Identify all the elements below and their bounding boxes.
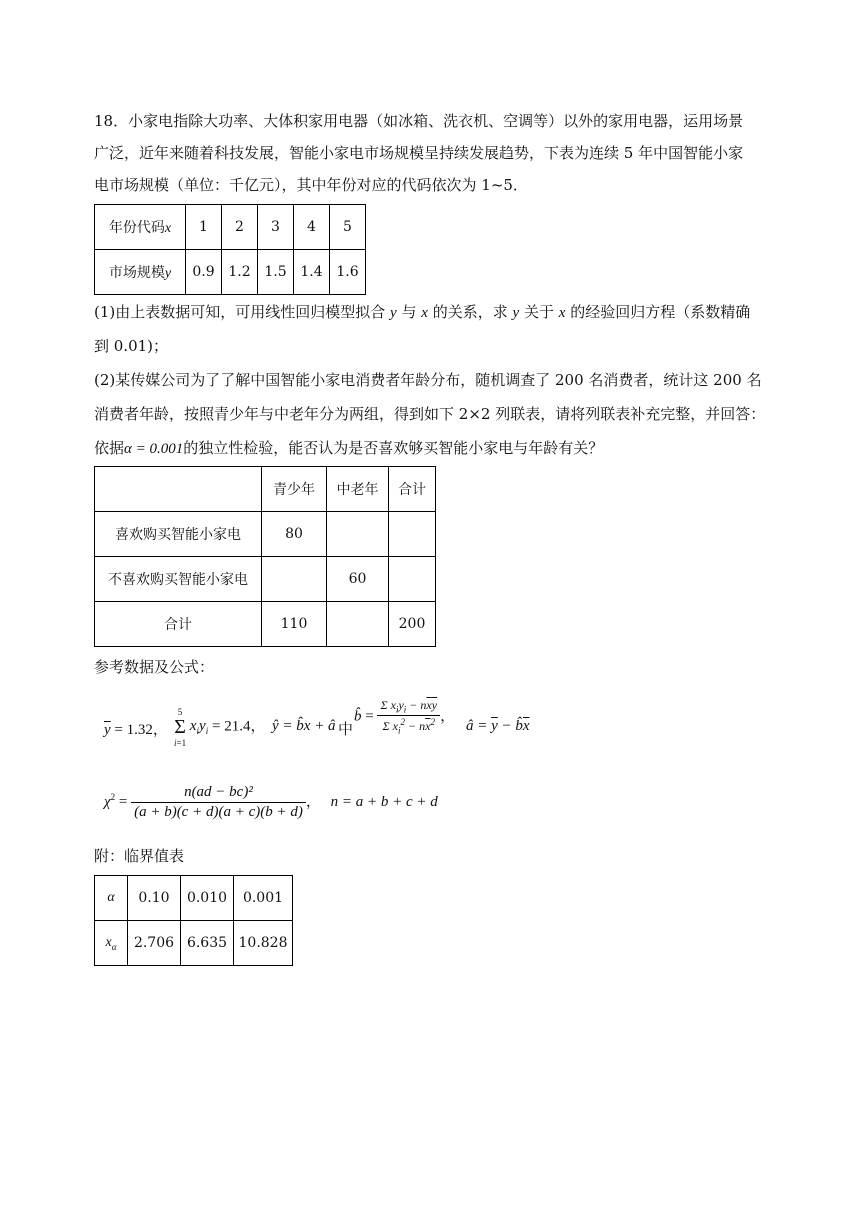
q1-text-e: 的经验回归方程（系数精确 [570, 303, 751, 321]
q1-text-b: 与 [401, 303, 417, 321]
table-cell: 0.001 [234, 876, 293, 921]
table-cell [389, 512, 436, 557]
table-header-row [95, 467, 436, 512]
table-cell: 4 [294, 205, 330, 250]
table-cell: 1.4 [294, 250, 330, 295]
var-y: y [512, 305, 520, 321]
sum-sign: 5 Σ i=1 [174, 707, 187, 748]
chi-denominator: (a + b)(c + d)(a + c)(b + d) [134, 804, 303, 820]
zhong-text: 中 [338, 722, 354, 738]
table-cell: 0.010 [181, 876, 234, 921]
table-cell: 3 [258, 205, 294, 250]
question-1-line-1 [94, 302, 766, 323]
row-header-alpha: α [95, 876, 128, 921]
table-cell: 1.6 [330, 250, 366, 295]
var-x: x [164, 221, 172, 236]
table-cell: 10.828 [234, 921, 293, 966]
q2-text-b: 的独立性检验，能否认为是否喜欢够买智能小家电与年龄有关？ [183, 439, 604, 457]
table-row [95, 512, 436, 557]
question-2-line-1: (2)某传媒公司为了了解中国智能小家电消费者年龄分布，随机调查了 200 名消费者，统计这 200 名 [94, 371, 762, 389]
n-definition: n = a + b + c + d [330, 793, 438, 810]
sum-xy-value: 21.4 [224, 718, 251, 735]
formula-b-hat: b̂ = $\frac{\Sigma x_iy_i - n\overline{x}\overline{y}}{\Sigma x_i^2 - n\overline{x}^2}$ ， [354, 698, 456, 736]
table-row [95, 557, 436, 602]
var-y: y [390, 305, 397, 321]
table-cell: 0.9 [186, 250, 222, 295]
question-2-line-2: 消费者年龄，按照青少年与中老年分为两组，得到如下 2×2 列联表，请将列联表补充完整，并回答： [94, 405, 766, 423]
formula-ybar: $\overline{y} = 1.32$， [104, 722, 168, 738]
header-cell: 青少年 [262, 467, 327, 512]
table-cell: 60 [327, 557, 389, 602]
table-cell: 2.706 [128, 921, 181, 966]
var-y: y [164, 266, 172, 281]
q2-text-a: 依据 [94, 439, 125, 457]
contingency-table [94, 466, 436, 647]
table-cell: 0.10 [128, 876, 181, 921]
row-header: 喜欢购买智能小家电 [95, 512, 262, 557]
table-row [95, 205, 366, 250]
var-x: x [558, 305, 566, 321]
header-cell: 合计 [389, 467, 436, 512]
table-cell: 110 [262, 602, 327, 647]
reference-title: 参考数据及公式： [94, 658, 215, 676]
table-cell: 2 [222, 205, 258, 250]
table-cell [327, 512, 389, 557]
table-cell [262, 557, 327, 602]
formula-regression: ŷ = b̂x + â [272, 718, 336, 734]
table-cell: 200 [389, 602, 436, 647]
q1-text-c: 的关系，求 [432, 303, 508, 321]
formula-chi-square: $\chi^2$ = $\frac{\text{n(ad − bc)²}}{(a + b)(c + d)(a + c)(b + d)}$ ， n = a + b + c + d [104, 784, 438, 820]
row-header: 合计 [95, 602, 262, 647]
table-row [95, 250, 366, 295]
table-row [95, 602, 436, 647]
critical-value-table [94, 875, 293, 966]
table-row [95, 921, 293, 966]
formula-sum-xy: 5 Σ i=1 $x_iy_i = 21.4$， [174, 707, 266, 748]
chi-numerator: n(ad − bc)² [131, 784, 306, 803]
row-label: 市场规模 [108, 265, 165, 281]
row-header: 不喜欢购买智能小家电 [95, 557, 262, 602]
alpha-expression: α = 0.001 [124, 441, 184, 457]
x-label: x [105, 934, 112, 950]
row-header-market-size [95, 250, 186, 295]
table-cell: 1.2 [222, 250, 258, 295]
table-cell: 6.635 [181, 921, 234, 966]
row-header-year-code [95, 205, 186, 250]
problem-line-3: 电市场规模（单位：千亿元），其中年份对应的代码依次为 1~5． [94, 176, 528, 194]
table-cell: 1 [186, 205, 222, 250]
problem-line-1: 18．小家电指除大功率、大体积家用电器（如冰箱、洗衣机、空调等）以外的家用电器，运用场景 [94, 112, 744, 130]
table-cell: 80 [262, 512, 327, 557]
table-row [95, 876, 293, 921]
appendix-title: 附：临界值表 [94, 847, 185, 865]
header-cell-empty [95, 467, 262, 512]
chi-square-fraction [131, 784, 306, 821]
b-hat-fraction: $\frac{\Sigma x_iy_i - n\overline{x}\overline{y}}{\Sigma x_i^2 - n\overline{x}^2}$ [377, 698, 440, 736]
question-1-line-2: 到 0.01)； [94, 337, 169, 355]
table-cell: 1.5 [258, 250, 294, 295]
ybar-value: 1.32 [126, 722, 153, 738]
table-cell [327, 602, 389, 647]
table-cell [389, 557, 436, 602]
formula-a-hat: â = $\overline{y}$ − $b̂\overline{x}$ [466, 718, 530, 734]
problem-line-2: 广泛，近年来随着科技发展，智能小家电市场规模呈持续发展趋势，下表为连续 5 年中国智能小家 [94, 144, 744, 162]
row-label: 年份代码 [108, 220, 165, 236]
market-size-table [94, 204, 366, 295]
var-x: x [421, 305, 428, 321]
question-2-line-3 [94, 438, 766, 459]
header-cell: 中老年 [327, 467, 389, 512]
q1-text-d: 关于 [523, 303, 554, 321]
row-header-x-alpha: $x_\alpha$ [95, 921, 128, 966]
table-cell: 5 [330, 205, 366, 250]
q1-text-a: (1)由上表数据可知，可用线性回归模型拟合 [94, 303, 386, 321]
var-ybar: $\overline{y}$ [104, 722, 111, 738]
